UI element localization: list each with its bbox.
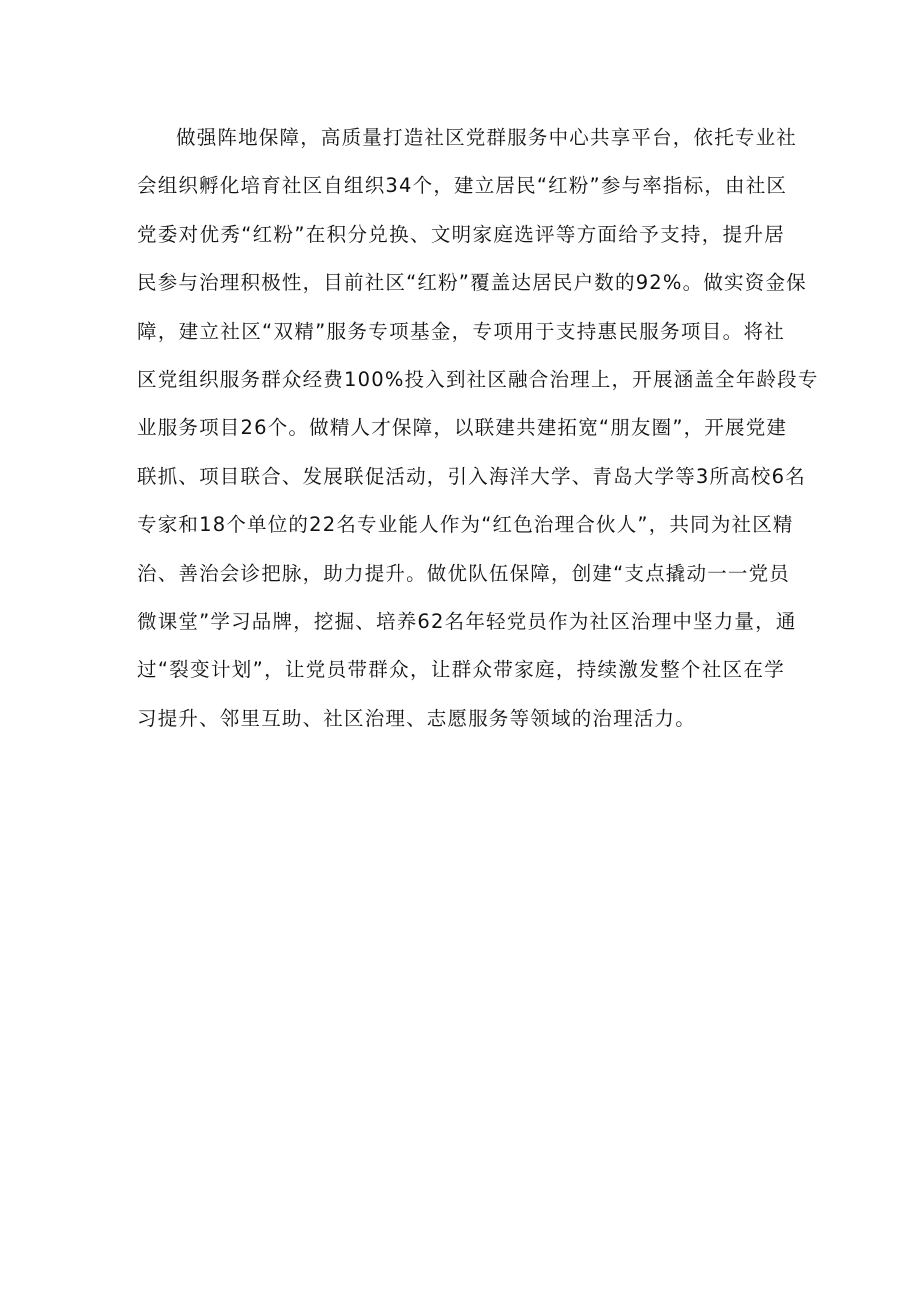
paragraph-line-10: 治、善治会诊把脉，助力提升。做优队伍保障，创建“支点撬动一一党员 bbox=[137, 561, 791, 585]
paragraph-line-8: 联抓、项目联合、发展联促活动，引入海洋大学、青岛大学等3所高校6名 bbox=[137, 464, 806, 488]
paragraph-line-2: 会组织孵化培育社区自组织34个，建立居民“红粉”参与率指标，由社区 bbox=[137, 174, 788, 198]
paragraph-line-1: 做强阵地保障，高质量打造社区党群服务中心共享平台，依托专业社 bbox=[176, 126, 798, 149]
paragraph-line-12: 过“裂变计划”，让党员带群众，让群众带家庭，持续激发整个社区在学 bbox=[137, 658, 785, 682]
body-paragraph bbox=[137, 114, 819, 743]
paragraph-line-7: 业服务项目26个。做精人才保障，以联建共建拓宽“朋友圈”，开展党建 bbox=[137, 416, 788, 440]
paragraph-line-3: 党委对优秀“红粉”在积分兑换、文明家庭选评等方面给予支持，提升居 bbox=[137, 222, 785, 246]
paragraph-line-6: 区党组织服务群众经费100%投入到社区融合治理上，开展涵盖全年龄段专 bbox=[137, 367, 819, 391]
paragraph-line-4: 民参与治理积极性，目前社区“红粉”覆盖达居民户数的92%。做实资金保 bbox=[137, 271, 807, 295]
paragraph-line-9: 专家和18个单位的22名专业能人作为“红色治理合伙人”，共同为社区精 bbox=[137, 513, 794, 537]
paragraph-line-11: 微课堂”学习品牌，挖掘、培养62名年轻党员作为社区治理中坚力量，通 bbox=[137, 609, 797, 633]
paragraph-line-13: 习提升、邻里互助、社区治理、志愿服务等领域的治理活力。 bbox=[137, 706, 696, 730]
paragraph-line-5: 障，建立社区“双精”服务专项基金，专项用于支持惠民服务项目。将社 bbox=[137, 319, 785, 343]
